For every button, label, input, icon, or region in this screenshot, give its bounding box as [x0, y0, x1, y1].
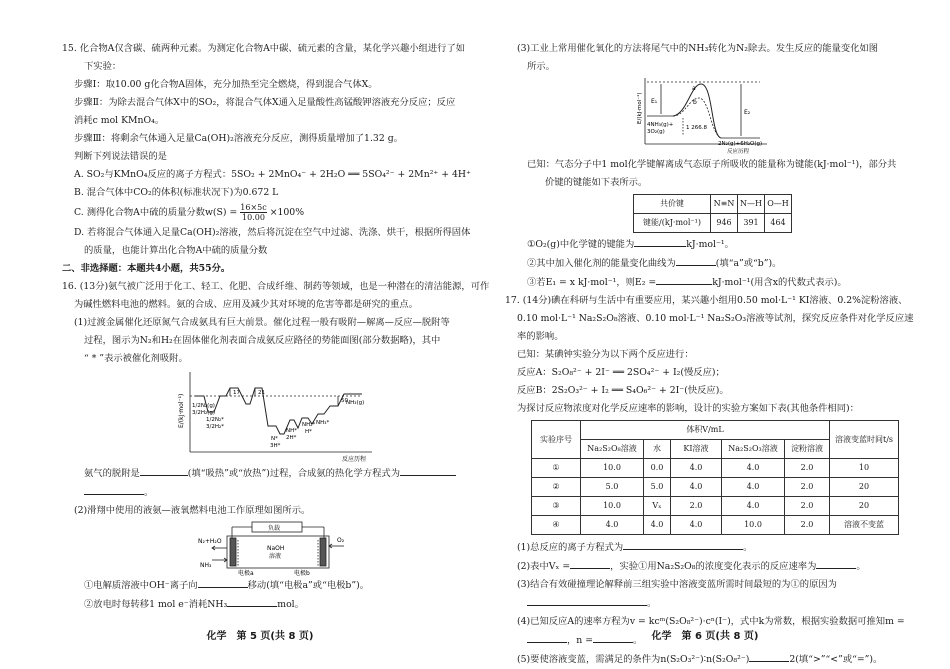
bond-energy-note-2: 价键的键能如下表所示。: [545, 177, 648, 188]
reactants-label-2: 3O₂(g): [647, 129, 665, 135]
value-17: 17: [233, 390, 240, 396]
table-cell: 2.0: [785, 478, 830, 497]
answer-blank[interactable]: [227, 595, 277, 607]
diagram1-xlabel: 反应历程: [342, 456, 367, 463]
q16-sub1a: (1)过渡金属催化还原氮气合成氨具有巨大前景。催化过程一般有吸附—解离—反应—脱附等: [74, 317, 450, 328]
q16-line1: 16. (13分)氨气被广泛用于化工、轻工、化肥、合成纤维、制药等领域，也是一种潜在的清洁能源，可作: [62, 281, 490, 292]
sub1-text: (1)总反应的离子方程式为: [517, 542, 624, 553]
section-2-heading: 二、非选择题：本题共4小题，共55分。: [62, 263, 231, 274]
table-header-cell: N—H: [738, 195, 765, 214]
e2-text-1: ③若E₁ = x kJ·mol⁻¹，则E₂ =: [527, 277, 657, 288]
label-h-adsorbed: H*: [305, 429, 312, 435]
left-page-footer: 化学 第 5 页(共 8 页): [206, 631, 314, 642]
q16-sub1b: 过程，图示为N₂和H₂在固体催化剂表面合成氨反应路径的势能面图(部分数据略)，其中: [84, 335, 441, 346]
table-cell: 5.0: [644, 478, 671, 497]
q15-line2: 下实验：: [84, 61, 122, 72]
table-header-cell: 淀粉溶液: [785, 440, 830, 459]
q17-known: 已知：某碘钟实验分为以下两个反应进行：: [517, 349, 694, 360]
q16-e2-question: [505, 273, 903, 292]
fuel-cell-diagram: [62, 520, 460, 576]
o2-bond-text-1: ①O₂(g)中化学键的键能为: [527, 239, 635, 250]
answer-blank[interactable]: [676, 254, 716, 266]
option-c-prefix: C. 测得化合物A中硫的质量分数w(S) =: [74, 207, 238, 218]
table-cell: 2.0: [785, 516, 830, 535]
inlet-n2-h2o-label: N₂+H₂O: [198, 538, 222, 545]
table-header-cell: O—H: [765, 195, 792, 214]
table-cell: 溶液不变蓝: [830, 516, 899, 535]
curve-b-label: b: [693, 99, 697, 106]
q16-o2-bond-question: [505, 235, 903, 254]
table-cell: 20: [830, 497, 899, 516]
label-n2-adsorbed: 1/2N₂*: [206, 417, 224, 423]
table-cell: 4.0: [671, 516, 722, 535]
q15-step1: 步骤Ⅰ：取10.00 g化合物A固体，充分加热至完全燃烧，得到混合气体X。: [74, 79, 378, 90]
label-n-adsorbed: N*: [271, 436, 278, 442]
answer-blank[interactable]: [527, 631, 567, 643]
answer-blank[interactable]: [527, 594, 647, 606]
q15-judge: 判断下列说法错误的是: [74, 151, 167, 162]
reactants-label-1: 4NH₃(g)+: [647, 122, 674, 128]
table-cell: 4.0: [644, 516, 671, 535]
right-page-footer: 化学 第 6 页(共 8 页): [651, 631, 759, 642]
catalyst-text-1: ②其中加入催化剂的能量变化曲线为: [527, 258, 676, 269]
table-cell: 10: [830, 459, 899, 478]
option-c-fraction: [240, 203, 266, 222]
sub2-text-2: ，实验①用Na₂S₂O₈的浓度变化表示的反应速率为: [610, 561, 817, 572]
answer-blank[interactable]: [623, 538, 743, 550]
consumption-text-1: ②放电时每转移1 mol e⁻消耗NH₃: [84, 599, 228, 610]
migration-text-1: ①电解质溶液中OH⁻离子向: [84, 580, 198, 591]
label-nh2-adsorbed: NH₂*: [302, 422, 316, 428]
table-cell: 4.0: [722, 497, 785, 516]
table-cell: ②: [532, 478, 581, 497]
label-h2-adsorbed: 3/2H₂*: [206, 424, 224, 430]
table-cell: 2.0: [785, 459, 830, 478]
q17-sub1: [505, 538, 903, 557]
table-cell: 0.0: [644, 459, 671, 478]
sub2-text-1: (2)表中Vₓ =: [517, 561, 571, 572]
catalyst-text-2: (填“a”或“b”)。: [715, 258, 782, 269]
label-n2-gas: 1/2N₂(g): [192, 403, 215, 409]
table-cell: 10.0: [581, 459, 644, 478]
q17-reaction-a: 反应A：S₂O₈²⁻ + 2I⁻ ══ 2SO₄²⁻ + I₂(慢反应)；: [517, 367, 725, 378]
o2-bond-text-2: kJ·mol⁻¹。: [686, 239, 734, 250]
left-page: [62, 40, 490, 630]
q16-desorption-question: [62, 464, 460, 483]
table-cell: 10.0: [722, 516, 785, 535]
table-row: [532, 516, 899, 535]
table-row-label: 键能/(kJ·mol⁻¹): [634, 214, 711, 233]
q17-sub4: (4)已知反应A的速率方程为v = kcᵐ(S₂O₈²⁻)·cⁿ(I⁻)，式中k为常数，根据实验数据可推知m =: [517, 616, 905, 627]
q16-line2: 为碱性燃料电池的燃料。氨的合成、应用及减少其对环境的危害等都是研究的重点。: [74, 299, 418, 310]
q17-line3: 率的影响。: [517, 331, 564, 342]
period: 。: [647, 598, 657, 609]
label-nh-adsorbed: NH*: [286, 428, 297, 434]
inlet-nh3-label: NH₃: [200, 562, 212, 569]
label-h2-gas: 3/2H₂(g): [192, 410, 215, 416]
period: 。: [856, 561, 866, 572]
enthalpy-value: 1 266.8: [686, 125, 707, 131]
q15-step3: 步骤Ⅲ：将剩余气体通入足量Ca(OH)₂溶液充分反应，测得质量增加了1.32 g。: [74, 133, 403, 144]
label-e1: E₁: [651, 98, 658, 105]
table-header-cell: 实验序号: [532, 421, 581, 459]
q17-sub5: [505, 650, 903, 669]
q17-line2: 0.10 mol·L⁻¹ Na₂S₂O₈溶液、0.10 mol·L⁻¹ Na₂S₂O₃溶液等试剂，探究反应条件对化学反应速: [517, 313, 914, 324]
label-nh3-adsorbed: NH₃*: [316, 420, 330, 426]
table-cell: 20: [830, 478, 899, 497]
label-e2: E₂: [744, 109, 751, 116]
electrode-b-label: 电极b: [294, 570, 310, 576]
table-header-cell: 共价键: [634, 195, 711, 214]
experiment-table: [531, 420, 899, 535]
q16-nh3-consumption-question: [62, 595, 460, 614]
curve-a-label: a: [692, 85, 696, 92]
sub4-text-n: ，n =: [567, 635, 594, 646]
sub5-text-2: 2(填“>”“<”或“=”)。: [789, 654, 883, 665]
electrolyte-label-1: NaOH: [267, 545, 285, 552]
value-21: 21: [258, 390, 265, 396]
period: 。: [633, 635, 643, 646]
consumption-text-2: mol。: [277, 599, 304, 610]
table-row: [532, 497, 899, 516]
q16-sub1c: “ * ”表示被催化剂吸附。: [84, 353, 188, 364]
table-row: [532, 421, 899, 440]
q16-sub2: (2)滑翔中使用的液氨—液氧燃料电池工作原理如图所示。: [74, 505, 311, 516]
e2-text-2: kJ·mol⁻¹(用含x的代数式表示)。: [712, 277, 847, 288]
q17-reaction-b: 反应B：2S₂O₃²⁻ + I₂ ══ S₄O₆²⁻ + 2I⁻(快反应)。: [517, 385, 729, 396]
table-row: [532, 459, 899, 478]
diagram1-ylabel: E/(kJ·mol⁻¹): [178, 393, 185, 428]
table-cell: 2.0: [671, 497, 722, 516]
desorption-text-2: (填“吸热”或“放热”)过程，合成氨的热化学方程式为: [187, 468, 401, 479]
q15-option-d1: D. 若将混合气体通入足量Ca(OH)₂溶液，然后将沉淀在空气中过滤、洗涤、烘干，根据所得固体: [74, 227, 471, 238]
table-cell: Vₓ: [644, 497, 671, 516]
table-cell: 4.0: [581, 516, 644, 535]
answer-blank[interactable]: [749, 650, 789, 662]
sub5-text-1: (5)要使溶液变蓝，需满足的条件为n(S₂O₃²⁻)∶n(S₂O₈²⁻): [517, 654, 750, 665]
table-cell: ④: [532, 516, 581, 535]
bond-energy-table: [633, 194, 792, 233]
potential-energy-diagram: [62, 368, 460, 464]
table-header-cell: 体积V/mL: [581, 421, 830, 440]
table-row: [532, 478, 899, 497]
q16-sub3-line2: 所示。: [527, 61, 555, 72]
option-c-suffix: ×100%: [269, 207, 305, 218]
table-header-cell: N≡N: [711, 195, 738, 214]
answer-blank[interactable]: [634, 235, 686, 247]
q15-option-c: [62, 202, 460, 224]
period: 。: [743, 542, 753, 553]
q17-sub3: (3)结合有效碰撞理论解释前三组实验中溶液变蓝所需时间最短的为①的原因为: [517, 579, 837, 590]
value-50: 50: [341, 398, 348, 404]
table-row: [634, 214, 792, 233]
label-3h-adsorbed: 3H*: [270, 443, 281, 449]
table-cell: 5.0: [581, 478, 644, 497]
q15-option-a: A. SO₂与KMnO₄反应的离子方程式：5SO₂ + 2MnO₄⁻ + 2H₂O ══ 5SO₄²⁻ + 2Mn²⁺ + 4H⁺: [74, 169, 471, 180]
q15-step2b: 消耗c mol KMnO₄。: [74, 115, 165, 126]
q17-sub2: [505, 557, 903, 576]
inlet-o2-label: O₂: [337, 537, 345, 544]
table-header-cell: KI溶液: [671, 440, 722, 459]
table-cell: 391: [738, 214, 765, 233]
table-cell: 10.0: [581, 497, 644, 516]
products-label: 2N₂(g)+6H₂O(g): [718, 141, 763, 147]
fraction-numerator: 16×5c: [240, 203, 267, 212]
q16-catalyst-curve-question: [505, 254, 903, 273]
q16-sub3-line1: (3)工业上常用催化氧化的方法将尾气中的NH₃转化为N₂除去。发生反应的能量变化如图: [517, 43, 879, 54]
answer-blank[interactable]: [140, 464, 188, 476]
table-cell: 4.0: [671, 478, 722, 497]
electrode-a-label: 电极a: [238, 570, 254, 576]
q17-line1: 17. (14分)碘在科研与生活中有重要应用，某兴趣小组用0.50 mol·L⁻¹ KI溶液、0.2%淀粉溶液、: [505, 295, 908, 306]
energy-profile-diagram: [505, 76, 903, 156]
q15-option-d2: 的质量，也能计算出化合物A中硫的质量分数: [84, 245, 268, 256]
period: 。: [144, 487, 154, 498]
table-cell: 2.0: [785, 497, 830, 516]
answer-blank[interactable]: [400, 464, 456, 476]
label-nh3-gas: NH₃(g): [346, 400, 365, 406]
answer-blank[interactable]: [816, 557, 856, 569]
bond-energy-note-1: 已知：气态分子中1 mol化学键解离成气态原子所吸收的能量称为键能(kJ·mol⁻¹)，部分共: [527, 159, 897, 170]
q15-option-b: B. 混合气体中CO₂的体积(标准状况下)为0.672 L: [74, 187, 279, 198]
answer-blank[interactable]: [198, 576, 248, 588]
answer-blank[interactable]: [570, 557, 610, 569]
q15-step2a: 步骤Ⅱ：为除去混合气体X中的SO₂，将混合气体X通入足量酸性高锰酸钾溶液充分反应；反应: [74, 97, 456, 108]
table-cell: ①: [532, 459, 581, 478]
table-cell: 4.0: [671, 459, 722, 478]
table-cell: 946: [711, 214, 738, 233]
diagram2-xlabel: 反应历程: [727, 149, 750, 155]
table-header-cell: Na₂S₂O₃溶液: [722, 440, 785, 459]
table-header-cell: Na₂S₂O₈溶液: [581, 440, 644, 459]
load-label: 负载: [268, 525, 281, 532]
migration-text-2: 移动(填“电极a”或“电极b”)。: [247, 580, 370, 591]
q17-sub3-blank-line: [505, 594, 903, 613]
table-row: [634, 195, 792, 214]
table-cell: ③: [532, 497, 581, 516]
q16-oh-migration-question: [62, 576, 460, 595]
table-cell: 4.0: [722, 478, 785, 497]
table-cell: 464: [765, 214, 792, 233]
q17-design: 为探讨反应物浓度对化学反应速率的影响，设计的实验方案如下表(其他条件相同)：: [517, 403, 859, 414]
table-header-cell: 水: [644, 440, 671, 459]
label-2h-adsorbed: 2H*: [286, 435, 297, 441]
table-cell: 4.0: [722, 459, 785, 478]
q15-line1: 15. 化合物A仅含碳、硫两种元素。为测定化合物A中碳、硫元素的含量，某化学兴趣小组进行了如: [62, 43, 466, 54]
table-header-cell: 溶液变蓝时间t/s: [830, 421, 899, 459]
desorption-text-1: 氨气的脱附是: [84, 468, 140, 479]
electrolyte-label-2: 溶液: [269, 553, 282, 560]
answer-blank[interactable]: [656, 273, 712, 285]
q16-equation-blank-line: [62, 483, 460, 502]
fraction-denominator: 10.00: [242, 213, 265, 222]
answer-blank[interactable]: [84, 483, 144, 495]
diagram2-ylabel: E/(kJ·mol⁻¹): [637, 92, 643, 124]
